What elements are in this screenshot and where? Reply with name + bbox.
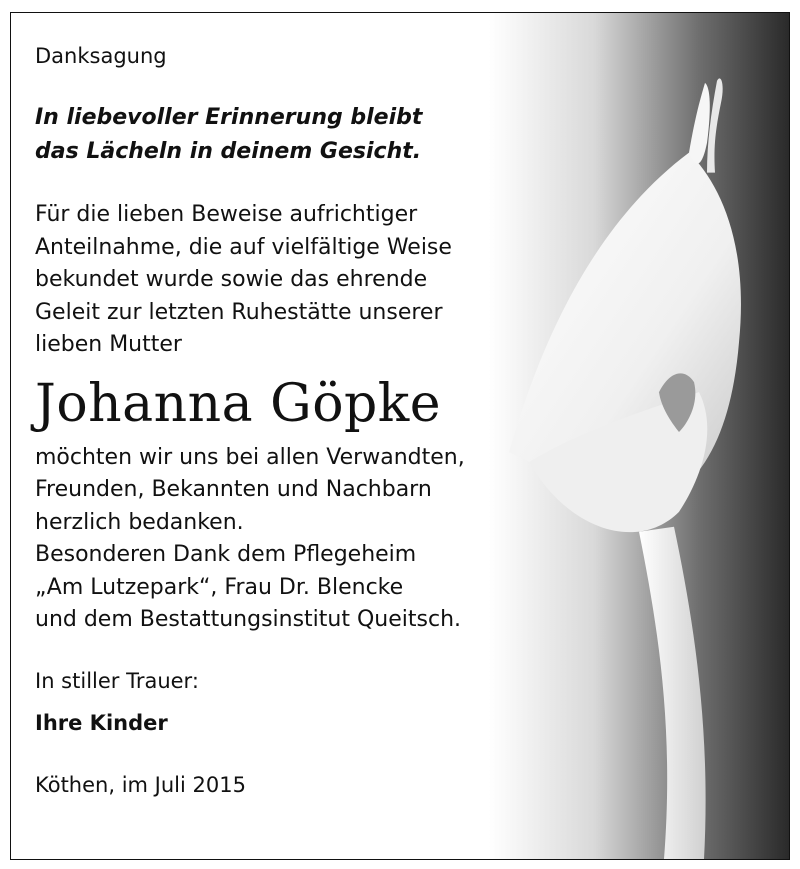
thanks-line: herzlich bedanken. xyxy=(35,509,244,535)
intro-line: Für die lieben Beweise aufrichtiger xyxy=(35,202,418,228)
thanks-paragraph xyxy=(35,442,535,637)
notice-frame xyxy=(10,12,790,860)
intro-line: bekundet wurde sowie das ehrende xyxy=(35,267,428,293)
notice-heading: Danksagung xyxy=(35,44,167,68)
motto-line: das Lächeln in deinem Gesicht. xyxy=(35,139,422,165)
signers: Ihre Kinder xyxy=(35,710,168,735)
notice-text xyxy=(35,43,535,797)
intro-line: Geleit zur letzten Ruhestätte unserer xyxy=(35,299,443,325)
thanks-line: Besonderen Dank dem Pflegeheim xyxy=(35,542,417,568)
deceased-name: Johanna Göpke xyxy=(35,373,442,434)
intro-paragraph xyxy=(35,199,535,362)
mourning-label: In stiller Trauer: xyxy=(35,668,199,693)
motto-line: In liebevoller Erinnerung bleibt xyxy=(35,105,423,131)
thanks-line: Freunden, Bekannten und Nachbarn xyxy=(35,477,432,503)
motto xyxy=(35,101,535,169)
intro-line: lieben Mutter xyxy=(35,332,182,358)
thanks-line: „Am Lutzepark“, Frau Dr. Blencke xyxy=(35,574,404,600)
thanks-line: und dem Bestattungsinstitut Queitsch. xyxy=(35,607,462,633)
place-date: Köthen, im Juli 2015 xyxy=(35,772,246,797)
thanks-line: möchten wir uns bei allen Verwandten, xyxy=(35,444,465,470)
intro-line: Anteilnahme, die auf vielfältige Weise xyxy=(35,234,452,260)
